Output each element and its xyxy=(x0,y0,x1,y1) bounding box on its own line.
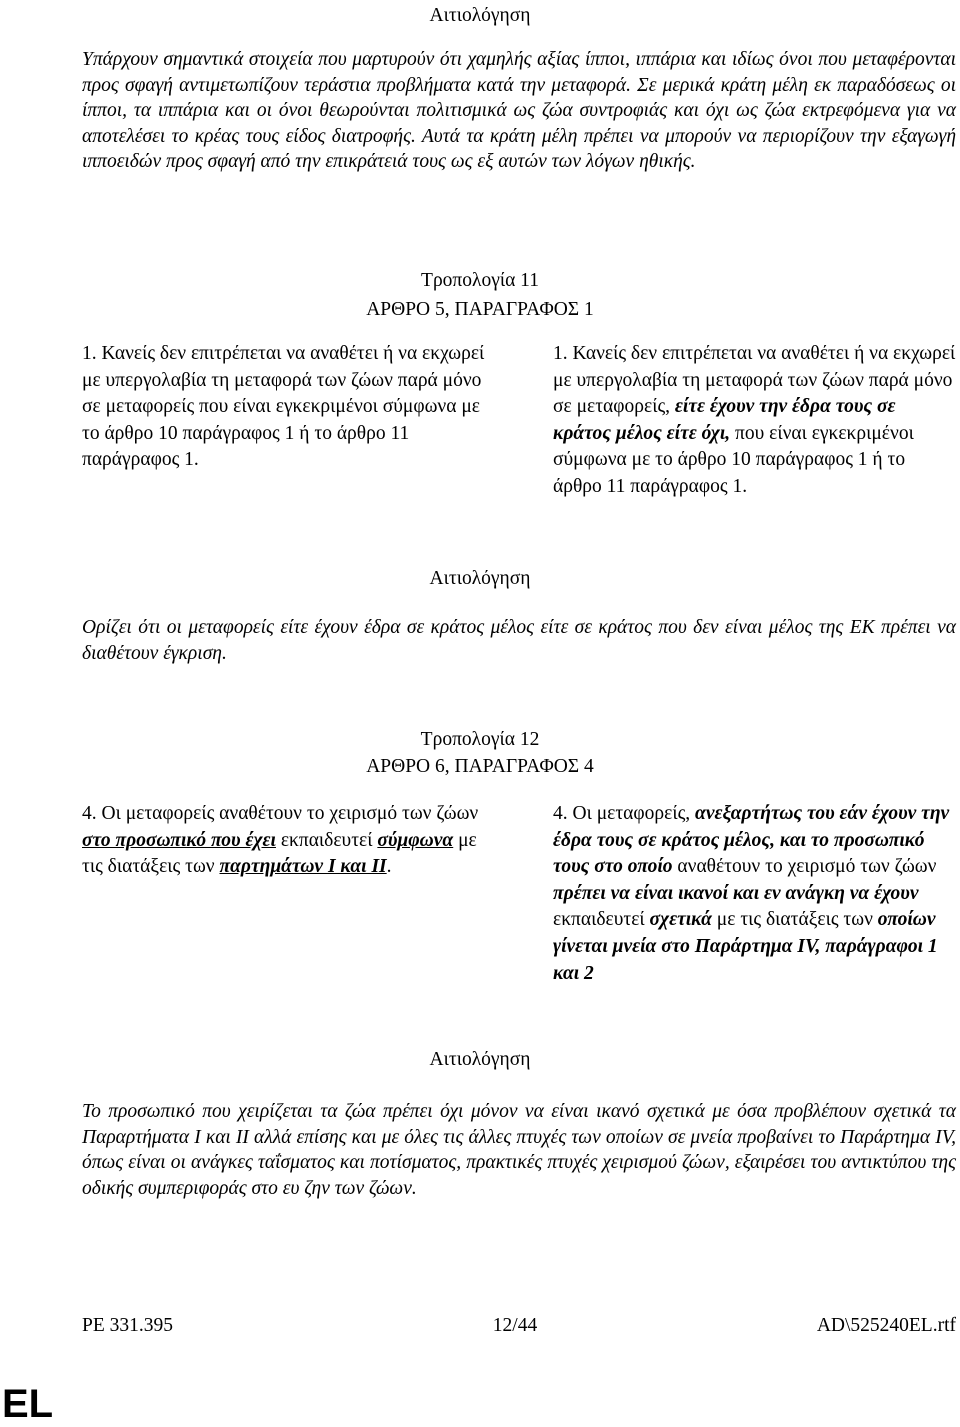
amendment-12-original-part-e: με τις διατάξεις των xyxy=(82,829,477,878)
justification-text-2: Ορίζει ότι οι μεταφορείς είτε έχουν έδρα σε κράτος μέλος είτε σε κράτος που δεν είναι μέλος της ΕΚ πρέπει να διαθέτουν έγκριση. xyxy=(82,617,956,664)
amendment-12-amended-insertion-4: οποίων γίνεται μνεία στο Παράρτημα IV, παράγραφοι 1 και 2 xyxy=(553,909,938,984)
amendment-11-amended-insertion: είτε έχουν την έδρα τους σε κράτος μέλος είτε όχι, xyxy=(553,396,896,444)
amendment-12-amended-part-a: 4. Οι μεταφορείς, xyxy=(553,803,691,824)
amendment-12-original-part-a: 4. Οι μεταφορείς αναθέτουν το χειρισμό των ζώων xyxy=(82,803,479,824)
language-badge: EL xyxy=(0,1382,64,1427)
amendment-12-amended-part-g: με τις διατάξεις των xyxy=(716,909,873,931)
amendment-12-original-part-c: εκπαιδευτεί xyxy=(280,829,373,851)
amendment-12-original-deletion-1: στο προσωπικό που έχει xyxy=(82,829,276,851)
amendment-12-amended-insertion-1: ανεξαρτήτως του εάν έχουν την έδρα τους σε κράτος μέλος, και το προσωπικό τους στο οποίο xyxy=(553,803,950,878)
footer-page-number: 12/44 xyxy=(492,1315,538,1336)
amendment-12-amended-insertion-3: σχετικά xyxy=(649,909,712,931)
amendment-11-original-text: 1. Κανείς δεν επιτρέπεται να αναθέτει ή να εκχωρεί με υπεργολαβία τη μεταφορά των ζώων παρά μόνο σε μεταφορείς που είναι εγκεκριμένοι σύμφωνα με το άρθρο 10 παράγραφος 1 ή το άρθρο 11 παράγραφος 1. xyxy=(82,343,485,471)
amendment-12-amended-text xyxy=(553,801,957,987)
amendment-11-amended-text xyxy=(553,341,957,501)
amendment-12-article: ΑΡΘΡΟ 6, ΠΑΡΑΓΡΑΦΟΣ 4 xyxy=(366,756,594,777)
amendment-11-article: ΑΡΘΡΟ 5, ΠΑΡΑΓΡΑΦΟΣ 1 xyxy=(366,299,594,320)
amendment-12-original-deletion-3: παρτημάτων I και II xyxy=(219,856,387,878)
amendment-12-amended-insertion-2: πρέπει να είναι ικανοί και εν ανάγκη να έχουν xyxy=(553,882,919,904)
amendment-12-original-period: . xyxy=(386,856,392,878)
footer-doc-ref: PE 331.395 xyxy=(82,1315,174,1336)
amendment-11-title: Τροπολογία 11 xyxy=(421,270,539,291)
justification-text-1: Υπάρχουν σημαντικά στοιχεία που μαρτυρούν ότι χαμηλής αξίας ίπποι, ιππάρια και ιδίως όνοι που μεταφέρονται προς σφαγή αντιμετωπίζουν τεράστια προβλήματα κατά την μεταφορά. Σε μερικά κράτη μέλη εκ παραδόσεως οι ίπποι, τα ιππάρια και οι όνοι θεωρούνται πολιτισμικά ως ζώα συντροφιάς και όχι ως ζώα εκτρεφόμενα για να αποτελέσει το κρέας τους είδος διατροφής. Αυτά τα κράτη μέλη πρέπει να μπορούν να περιορίζουν την εξαγωγή ιπποειδών προς σφαγή από την επικράτειά τους ως εξ αυτών των λόγων ηθικής. xyxy=(82,49,956,173)
footer-file-name: AD\525240EL.rtf xyxy=(816,1315,956,1336)
justification-heading-3: Αιτιολόγηση xyxy=(429,1049,531,1070)
amendment-12-amended-part-c: αναθέτουν το χειρισμό των ζώων xyxy=(677,856,937,878)
amendment-12-original-text xyxy=(82,801,486,881)
amendment-12-amended-part-e: εκπαιδευτεί xyxy=(553,909,645,931)
amendment-12-original-deletion-2: σύμφωνα xyxy=(377,829,454,851)
justification-text-3: Το προσωπικό που χειρίζεται τα ζώα πρέπει όχι μόνον να είναι ικανό σχετικά με όσα προβλέπουν σχετικά τα Παραρτήματα I και II αλλά επίσης και με όλες τις άλλες πτυχές των οποίων σε μνεία προβαίνει το Παράρτημα IV, όπως είναι οι ανάγκες ταΐσματος και ποτίσματος, πρακτικές πτυχές χειρισμού ζώων, εξαιρέσει του αντικτύπου της οδικής συμπεριφοράς στο ευ ζην των ζώων. xyxy=(82,1101,956,1199)
justification-heading-2: Αιτιολόγηση xyxy=(429,568,531,589)
amendment-12-title: Τροπολογία 12 xyxy=(420,729,540,750)
justification-heading-1: Αιτιολόγηση xyxy=(429,5,531,26)
amendment-11-amended-part-a: 1. Κανείς δεν επιτρέπεται να αναθέτει ή να εκχωρεί με υπεργολαβία τη μεταφορά των ζώων παρά μόνο σε μεταφορείς, xyxy=(553,343,956,418)
amendment-11-amended-part-c: που είναι εγκεκριμένοι σύμφωνα με το άρθρο 10 παράγραφος 1 ή το άρθρο 11 παράγραφος 1. xyxy=(553,422,914,497)
